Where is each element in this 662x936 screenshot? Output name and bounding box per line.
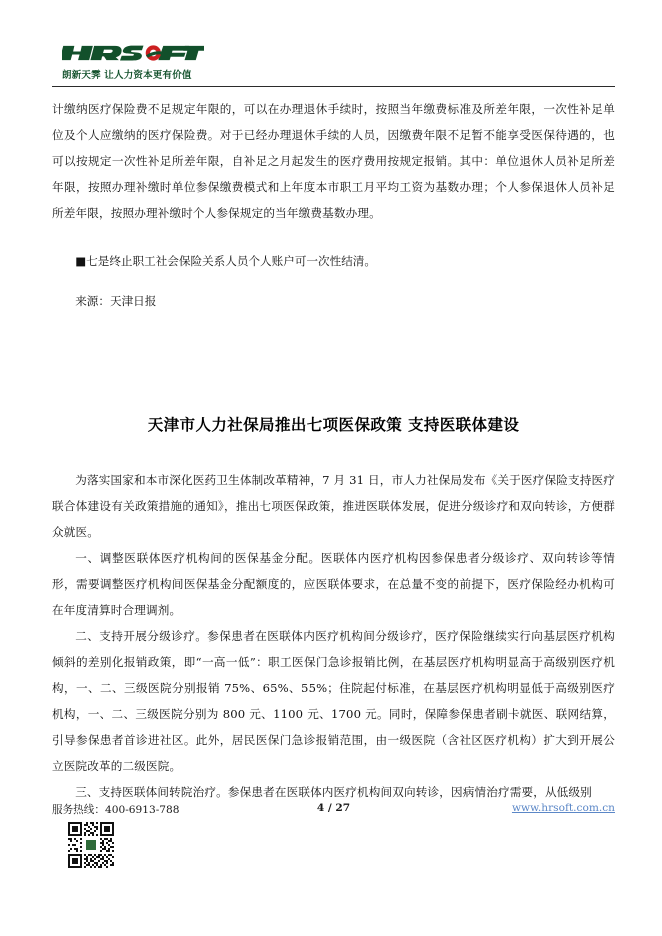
- policy-item-two: 二、支持开展分级诊疗。参保患者在医联体内医疗机构间分级诊疗，医疗保险继续实行向基层医疗机构倾斜的差别化报销政策，即“一高一低”：职工医保门急诊报销比例，在基层医疗机构明显高于高级别医疗机构，一、二、三级医院分别报销 75%、65%、55%；住院起付标准，在基层医疗机构明显低于高级别医疗机构，一、二、三级医院分别为 800 元、1100 元、1700 元。同时，保障参保患者刷卡就医、联网结算，引导参保患者首诊进社区。此外，居民医保门急诊报销范围，由一级医院（含社区医疗机构）扩大到开展公立医院改革的二级医院。: [52, 629, 615, 773]
- intro-paragraph: 为落实国家和本市深化医药卫生体制改革精神，7 月 31 日，市人力社保局发布《关于医疗保险支持医疗联合体建设有关政策措施的通知》，推出七项医保政策，推进医联体发展，促进分级诊疗和双向转诊，方便群众就医。: [52, 473, 615, 539]
- page-title: 天津市人力社保局推出七项医保政策 支持医联体建设: [147, 415, 520, 434]
- document-content: [52, 96, 615, 805]
- paragraph-continued: 计缴纳医疗保险费不足规定年限的，可以在办理退休手续时，按照当年缴费标准及所差年限，一次性补足单位及个人应缴纳的医疗保险费。对于已经办理退休手续的人员，因缴费年限不足暂不能享受医保待遇的，也可以按规定一次性补足所差年限，自补足之月起发生的医疗费用按规定报销。其中：单位退休人员补足所差年限，按照办理补缴时单位参保缴费模式和上年度本市职工月平均工资为基数办理；个人参保退休人员补足所差年限，按照办理补缴时个人参保规定的当年缴费基数办理。: [52, 102, 615, 220]
- policy-item-one: 一、调整医联体医疗机构间的医保基金分配。医联体内医疗机构因参保患者分级诊疗、双向转诊等情形，需要调整医疗机构间医保基金分配额度的，应医联体要求，在总量不变的前提下，医疗保险经办机构可在年度清算时合理调剂。: [52, 551, 615, 617]
- header-divider: [52, 86, 615, 87]
- website-link[interactable]: www.hrsoft.com.cn: [511, 802, 615, 814]
- spacer: [52, 314, 615, 410]
- logo-tagline: 朗新天霁 让人力资本更有价值: [62, 70, 192, 81]
- hrsoft-wordmark-icon: [62, 40, 204, 66]
- page-header: [0, 0, 662, 88]
- spacer: [52, 440, 615, 467]
- page-number: 4 / 27: [316, 802, 351, 814]
- company-logo: [62, 40, 292, 81]
- policy-item-three: 三、支持医联体间转院治疗。参保患者在医联体内医疗机构间双向转诊，因病情治疗需要，从低级别: [75, 785, 592, 799]
- source-attribution: 来源：天津日报: [75, 294, 157, 308]
- footer-row: [52, 802, 615, 822]
- spacer: [52, 226, 615, 248]
- service-hotline: 服务热线：400-6913-788: [52, 804, 180, 816]
- qr-code: [66, 820, 116, 870]
- qr-code-icon: [66, 820, 116, 870]
- bullet-item-seven: ■七是终止职工社会保险关系人员个人账户可一次性结清。: [75, 254, 376, 268]
- spacer: [52, 274, 615, 288]
